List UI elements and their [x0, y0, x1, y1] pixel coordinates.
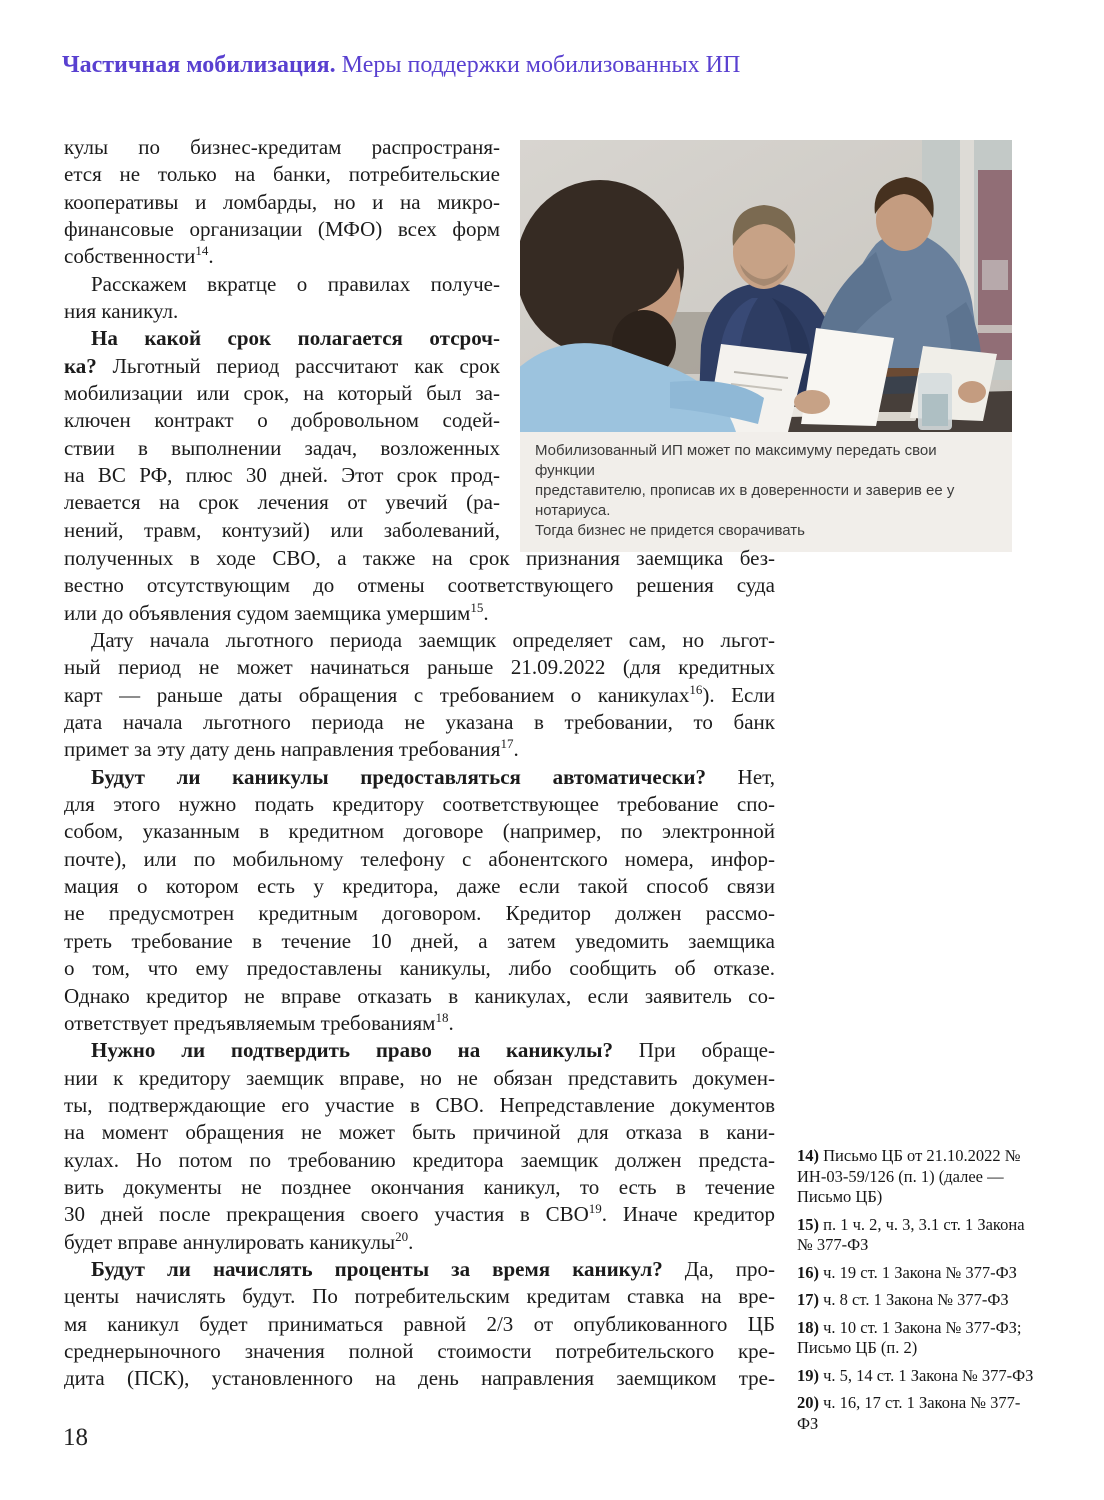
article-column-narrow: [64, 134, 500, 544]
text-line: ния каникул.: [64, 299, 179, 324]
text-line: на момент обращения не может быть причиной для отказа в кани-: [64, 1120, 775, 1145]
text-line: ответствует предъявляемым требованиям$^{18}$.: [64, 1009, 454, 1035]
text-line: Расскажем вкратце о правилах получе-: [91, 271, 500, 296]
text-line: ка? Льготный период рассчитают как срок: [64, 353, 500, 378]
text-line: почте), или по мобильному телефону с абонентского номера, инфор-: [64, 846, 775, 871]
text-line: Дату начала льготного периода заемщик определяет сам, но льгот-: [91, 628, 775, 653]
footnote-text: ч. 10 ст. 1 Закона № 377-ФЗ; Письмо ЦБ (п. 2): [797, 1317, 1022, 1357]
page-number: 18: [63, 1424, 88, 1451]
footnote-text: ч. 16, 17 ст. 1 Закона № 377-ФЗ: [797, 1393, 1021, 1433]
footnote-item: [797, 1318, 1037, 1359]
text-line: ется не только на банки, потребительские: [64, 162, 500, 187]
footnote-text: ч. 19 ст. 1 Закона № 377-ФЗ: [823, 1262, 1017, 1282]
text-line: ты, подтверждающие его участие в СВО. Непредставление документов: [64, 1092, 775, 1117]
footnote-text: п. 1 ч. 2, ч. 3, 3.1 ст. 1 Закона № 377-ФЗ: [797, 1214, 1025, 1254]
footnote-text: ч. 8 ст. 1 Закона № 377-ФЗ: [823, 1290, 1009, 1309]
rubric-title: Частичная мобилизация.: [62, 52, 336, 78]
footnote-number: 14): [797, 1146, 819, 1165]
text-line: собственности$^{14}$.: [64, 243, 214, 269]
text-line: Будут ли начислять проценты за время каникул? Да, про-: [91, 1256, 775, 1281]
footnote-text: Письмо ЦБ от 21.10.2022 № ИН-03-59/126 (п. 1) (далее — Письмо ЦБ): [797, 1146, 1021, 1206]
photo-caption: [520, 432, 1012, 552]
footnote-item: [797, 1146, 1037, 1208]
text-line: не предусмотрен кредитным договором. Кредитор должен рассмо-: [64, 901, 775, 926]
text-line: ный период не может начинаться раньше 21.09.2022 (для кредитных: [64, 655, 775, 680]
text-line: нии к кредитору заемщик вправе, но не обязан представить докумен-: [64, 1065, 775, 1090]
text-line: полученных в ходе СВО, а также на срок признания заемщика без-: [64, 546, 775, 570]
footnote-item: [797, 1263, 1037, 1284]
text-line: для этого нужно подать кредитору соответствующее требование спо-: [64, 792, 775, 817]
text-line: Нужно ли подтвердить право на каникулы? При обраще-: [91, 1038, 775, 1063]
article-column-wide: [64, 545, 775, 1393]
text-line: Однако кредитор не вправе отказать в каникулах, если заявитель со-: [64, 983, 775, 1008]
text-line: кулах. Но потом по требованию кредитора заемщик должен предста-: [64, 1147, 775, 1172]
text-line: карт — раньше даты обращения с требованием о каникулах$^{16}$). Если: [64, 681, 776, 707]
page-header: [62, 50, 1042, 80]
text-line: на ВС РФ, плюс 30 дней. Этот срок прод-: [64, 463, 500, 488]
footnote-item: [797, 1366, 1037, 1387]
text-line: вить документы не позднее окончания каникул, то есть в течение: [64, 1174, 775, 1199]
text-line: треть требование в течение 10 дней, а затем уведомить заемщика: [64, 928, 775, 953]
text-line: ствии в выполнении задач, возложенных: [64, 435, 500, 460]
text-line: кулы по бизнес-кредитам распространя-: [64, 135, 500, 159]
text-line: нений, травм, контузий) или заболеваний,: [64, 517, 500, 542]
text-line: 30 дней после прекращения своего участия в СВО$^{19}$. Иначе кредитор: [64, 1201, 775, 1227]
text-line: финансовые организации (МФО) всех форм: [64, 217, 500, 242]
text-line: мя каникул будет приниматься равной 2/3 от опубликованного ЦБ: [64, 1311, 775, 1336]
footnote-number: 19): [797, 1365, 819, 1385]
text-line: собом, указанным в кредитном договоре (например, по электронной: [64, 819, 775, 844]
text-line: мобилизации или срок, на который был за-: [64, 381, 500, 406]
text-line: среднерыночного значения полной стоимости потребительского кре-: [64, 1338, 775, 1363]
footnote-number: 18): [797, 1317, 819, 1337]
text-line: или до объявления судом заемщика умершим$^{15}$.: [64, 599, 489, 625]
footnote-number: 15): [797, 1214, 819, 1234]
meeting-photo: [520, 140, 1012, 432]
text-line: примет за эту дату день направления требования$^{17}$.: [64, 736, 519, 762]
footnote-item: [797, 1290, 1037, 1311]
footnotes-sidebar: [797, 1146, 1037, 1441]
text-line: На какой срок полагается отсроч-: [91, 326, 500, 351]
footnote-number: 17): [797, 1290, 819, 1309]
text-line: кооперативы и ломбарды, но и на микро-: [64, 189, 500, 214]
rubric-subtitle: Меры поддержки мобилизованных ИП: [335, 52, 741, 78]
text-line: о том, что ему предоставлены каникулы, либо сообщить об отказе.: [64, 956, 775, 981]
photo-caption-line: представителю, прописав их в доверенности и заверив ее у нотариуса.: [535, 482, 955, 519]
article-figure: [520, 140, 1012, 552]
photo-caption-line: Тогда бизнес не придется сворачивать: [535, 522, 805, 539]
text-line: вестно отсутствующим до отмены соответствующего решения суда: [64, 573, 775, 598]
text-line: центы начислять будут. По потребительским кредитам ставка на вре-: [64, 1284, 775, 1309]
footnote-item: [797, 1393, 1037, 1434]
photo-caption-line: Мобилизованный ИП может по максимуму передать свои функции: [535, 442, 937, 479]
text-line: дита (ПСК), установленного на день направления заемщиком тре-: [64, 1366, 775, 1391]
text-line: мация о котором есть у кредитора, даже если такой способ связи: [64, 874, 775, 899]
footnote-text: ч. 5, 14 ст. 1 Закона № 377-ФЗ: [823, 1365, 1034, 1385]
footnote-number: 16): [797, 1262, 819, 1282]
text-line: левается на срок лечения от увечий (ра-: [64, 490, 500, 515]
text-line: Будут ли каникулы предоставляться автоматически? Нет,: [91, 764, 775, 789]
text-line: будет вправе аннулировать каникулы$^{20}$.: [64, 1228, 414, 1254]
footnote-number: 20): [797, 1393, 819, 1412]
text-line: ключен контракт о добровольном содей-: [64, 408, 500, 433]
text-line: дата начала льготного периода не указана в требовании, то банк: [64, 710, 775, 735]
footnote-item: [797, 1215, 1037, 1256]
